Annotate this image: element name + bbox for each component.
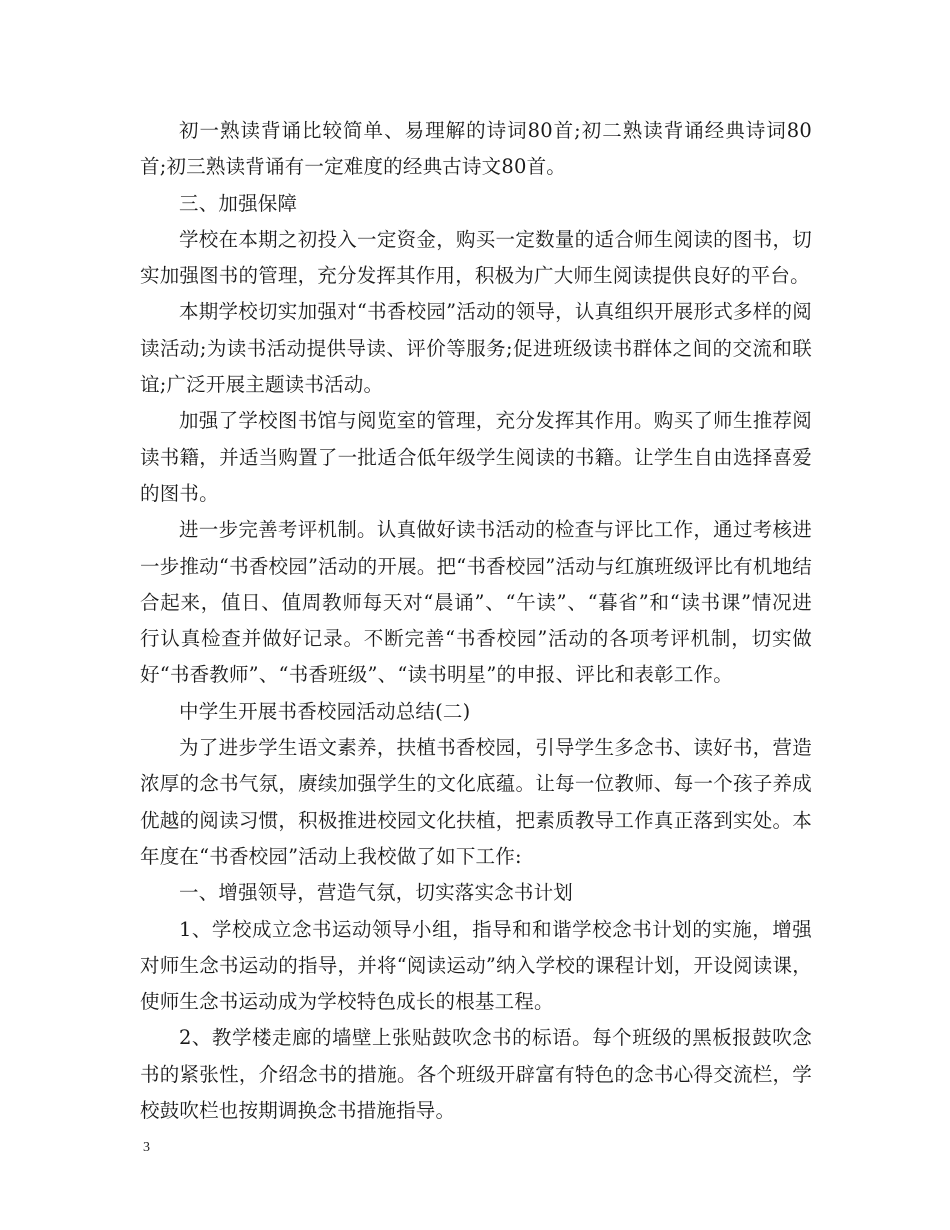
paragraph-library: 加强了学校图书馆与阅览室的管理，充分发挥其作用。购买了师生推荐阅读书籍，并适当购置了一批适合低年级学生阅读的书籍。让学生自由选择喜爱的图书。 [140, 409, 812, 505]
section-heading-guarantee: 三、加强保障 [179, 191, 298, 215]
section-heading-strengthen-leadership: 一、增强领导，营造气氛，切实落实念书计划 [179, 881, 574, 905]
paragraph-leadership: 本期学校切实加强对“书香校园”活动的领导，认真组织开展形式多样的阅读活动;为读书活动提供导读、评价等服务;促进班级读书群体之间的交流和联谊;广泛开展主题读书活动。 [140, 300, 812, 397]
section-title-summary-two: 中学生开展书香校园活动总结(二) [179, 699, 471, 723]
paragraph-item-one: 1、学校成立念书运动领导小组，指导和和谐学校念书计划的实施，增强对师生念书运动的指导，并将“阅读运动”纳入学校的课程计划，开设阅读课，使师生念书运动成为学校特色成长的根基工程。 [140, 917, 812, 1014]
paragraph-evaluation: 进一步完善考评机制。认真做好读书活动的检查与评比工作，通过考核进一步推动“书香校园”活动的开展。把“书香校园”活动与红旗班级评比有机地结合起来，值日、值周教师每天对“晨诵”、“午读”、“暮省”和“读书课”情况进行认真检查并做好记录。不断完善“书香校园”活动的各项考评机制，切实做好“书香教师”、“书香班级”、“读书明星”的申报、评比和表彰工作。 [140, 518, 812, 687]
paragraph-item-two: 2、教学楼走廊的墙壁上张贴鼓吹念书的标语。每个班级的黑板报鼓吹念书的紧张性，介绍念书的措施。各个班级开辟富有特色的念书心得交流栏，学校鼓吹栏也按期调换念书措施指导。 [140, 1026, 812, 1123]
paragraph-funding: 学校在本期之初投入一定资金，购买一定数量的适合师生阅读的图书，切实加强图书的管理，充分发挥其作用，积极为广大师生阅读提供良好的平台。 [140, 227, 812, 288]
paragraph-introduction: 为了进步学生语文素养，扶植书香校园，引导学生多念书、读好书，营造浓厚的念书气氛，赓续加强学生的文化底蕴。让每一位教师、每一个孩子养成优越的阅读习惯，积极推进校园文化扶植，把素质教导工作真正落到实处。本年度在“书香校园”活动上我校做了如下工作: [140, 736, 812, 868]
paragraph-recitation-plan: 初一熟读背诵比较简单、易理解的诗词80首;初二熟读背诵经典诗词80首;初三熟读背诵有一定难度的经典古诗文80首。 [140, 119, 812, 179]
body-text [140, 113, 812, 1129]
page-number: 3 [143, 1140, 150, 1155]
